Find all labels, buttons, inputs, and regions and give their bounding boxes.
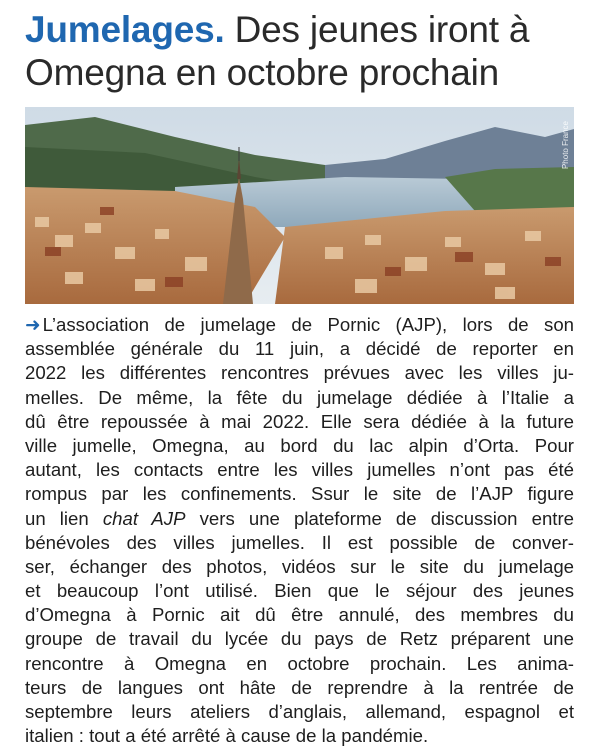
headline-title-part1: Des jeunes iront à	[234, 9, 530, 50]
body-line: dû être repoussée à mai 2022. Elle sera dédiée à la future	[25, 410, 574, 432]
body-line: septembre leurs ateliers d’anglais, allemand, espagnol et	[25, 701, 574, 722]
body-line: teurs de langues ont hâte de reprendre à la rentrée de	[25, 676, 574, 698]
body-line: et beaucoup l’ont utilisé. Bien que le séjour des jeunes	[25, 580, 574, 602]
body-line: italien : tout a été arrêté à cause de la pandémie.	[25, 725, 429, 747]
body-line: d’Omegna à Pornic ait dû être annulé, des membres du	[25, 604, 574, 626]
body-line: un lien chat AJP vers une plateforme de discussion entre	[25, 507, 575, 529]
body-line: ville jumelle, Omegna, au bord du lac alpin d’Orta. Pour	[25, 434, 574, 456]
body-line: rompus par les confinements. Ssur le site de l’AJP figure	[25, 483, 574, 505]
arrow-right-icon: ➜	[25, 314, 41, 335]
chat-ajp-emphasis: chat AJP	[102, 507, 186, 529]
photo-credit: Photo France	[561, 121, 570, 170]
article-photo	[25, 107, 574, 304]
body-line: bénévoles des villes jumelles. Il est possible de conver-	[25, 531, 574, 553]
article-body	[25, 313, 574, 748]
body-line: 2022 les différentes rencontres prévues avec les villes ju-	[25, 362, 574, 384]
body-line: ser, échanger des photos, vidéos sur le site du jumelage	[25, 555, 574, 577]
headline-title-part2: Omegna en octobre prochain	[25, 52, 500, 93]
body-line: autant, les contacts entre les villes jumelles n’ont pas été	[25, 459, 574, 481]
headline-line-1	[25, 8, 585, 51]
body-line: rencontre à Omegna en octobre prochain. Les anima-	[25, 652, 574, 674]
lake-town-illustration	[25, 107, 574, 304]
headline-kicker: Jumelages.	[25, 9, 225, 50]
body-line: melles. De même, la fête du jumelage dédiée à l’Italie a	[25, 386, 574, 408]
body-line: assemblée générale du 11 juin, a décidé de reporter en	[25, 338, 574, 360]
body-line: ➜ L’association de jumelage de Pornic (AJP), lors de son	[25, 314, 574, 335]
article-headline	[25, 8, 585, 94]
body-line: groupe de travail du lycée du pays de Retz préparent une	[25, 628, 574, 650]
